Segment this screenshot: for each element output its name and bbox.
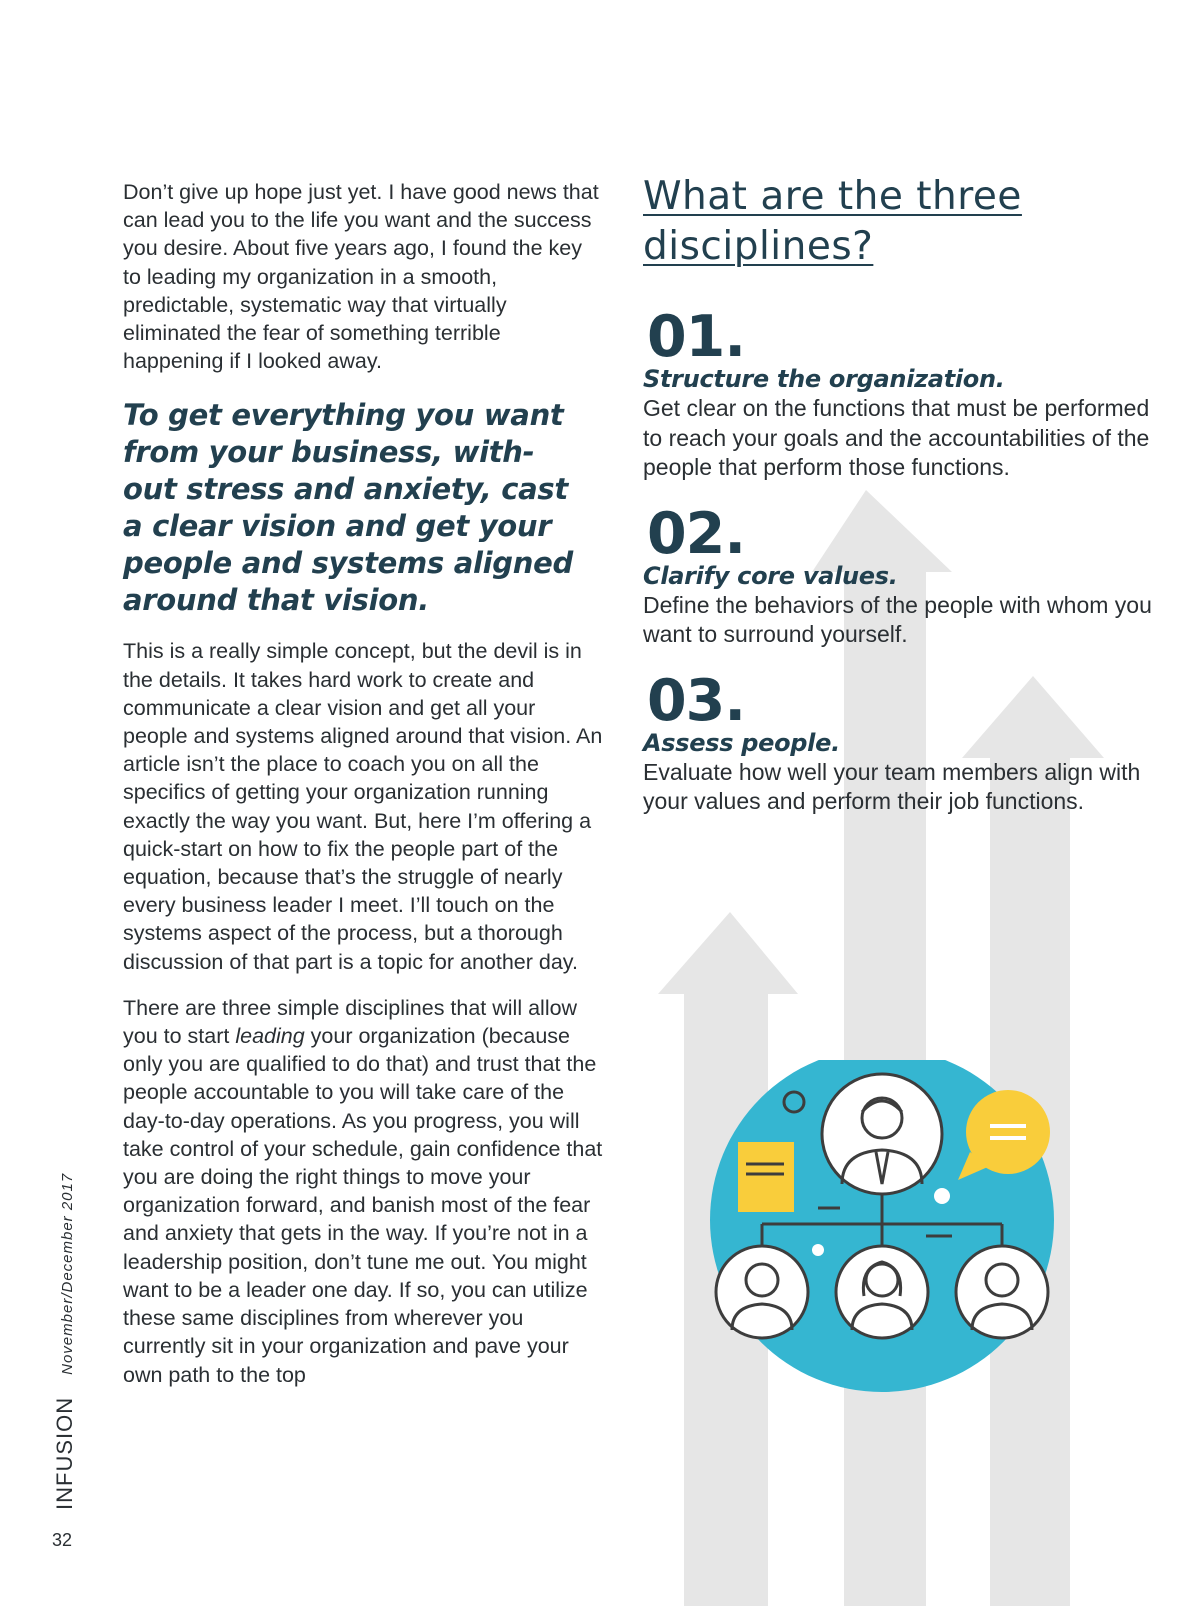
para3-emphasis: leading: [235, 1024, 305, 1049]
body-paragraph-2: This is a really simple concept, but the devil is in the details. It takes hard work to create and communicate a clear vision and get all your people and systems aligned around that vision. An article isn’t the place to coach you on all the specifics of getting your organization running exactly the way you want. But, here I’m offering a quick-start on how to fix the people part of the equation, because that’s the struggle of nearly every business leader I meet. I’ll touch on the systems aspect of the process, but a thorough discussion of that part is a topic for another day.: [123, 639, 603, 974]
person-icon: [836, 1246, 928, 1338]
discipline-title: Clarify core values.: [643, 561, 898, 590]
sticky-note-icon: [738, 1142, 794, 1212]
person-icon: [716, 1246, 808, 1338]
disciplines-sidebar: [643, 172, 1163, 841]
discipline-item: [643, 304, 1163, 483]
discipline-item: [643, 500, 1163, 650]
discipline-number: 02.: [647, 500, 745, 567]
pull-quote-line: a clear vision and get your: [123, 509, 552, 544]
page-number: 32: [52, 1530, 73, 1550]
page-footer-vertical: [52, 1172, 77, 1511]
sidebar-heading: What are the three disciplines?: [643, 174, 1022, 269]
pull-quote-line: people and systems aligned: [123, 546, 573, 581]
article-body: [123, 178, 603, 1407]
discipline-text: Evaluate how well your team members align with your values and perform their job functions.: [643, 758, 1141, 814]
magazine-name: INFUSION: [52, 1396, 77, 1510]
org-chart-illustration: [700, 1060, 1060, 1400]
issue-date: November/December 2017: [59, 1172, 76, 1375]
pull-quote-line: out stress and anxiety, cast: [123, 472, 568, 507]
discipline-number: 01.: [647, 304, 745, 370]
pull-quote: [123, 397, 603, 619]
para3-end: your organization (because only you are qualified to do that) and trust that the people accountable to you will take care of the day-to-day operations. As you progress, you will take control of your schedule, gain confidence that you are doing the right things to move your organization forward, and banish most of the fear and anxiety that gets in the way. If you’re not in a leadership position, don’t tune me out. You might want to be a leader one day. If so, you can utilize these same disciplines from wherever you currently sit in your organization and pave your own path to the top: [123, 1024, 603, 1387]
body-paragraph-1: Don’t give up hope just yet. I have good news that can lead you to the life you want and the success you desire. About five years ago, I found the key to leading my organization in a smooth, predictable, systematic way that virtually eliminated the fear of something terrible happening if I looked away.: [123, 180, 599, 374]
discipline-title: Assess people.: [643, 728, 840, 757]
person-icon: [956, 1246, 1048, 1338]
pull-quote-line: around that vision.: [123, 583, 429, 618]
discipline-item: [643, 667, 1163, 817]
discipline-text: Define the behaviors of the people with whom you want to surround yourself.: [643, 591, 1152, 647]
pull-quote-line: from your business, with-: [123, 435, 535, 470]
discipline-title: Structure the organization.: [643, 365, 1005, 393]
body-paragraph-3: [123, 994, 603, 1389]
person-icon: [822, 1074, 942, 1194]
pull-quote-line: To get everything you want: [123, 398, 564, 433]
discipline-number: 03.: [647, 667, 745, 734]
para3-start: There are three simple disciplines that will allow you to start: [123, 995, 578, 1049]
discipline-text: Get clear on the functions that must be performed to reach your goals and the accountabilities of the people that perform those functions.: [643, 395, 1150, 480]
